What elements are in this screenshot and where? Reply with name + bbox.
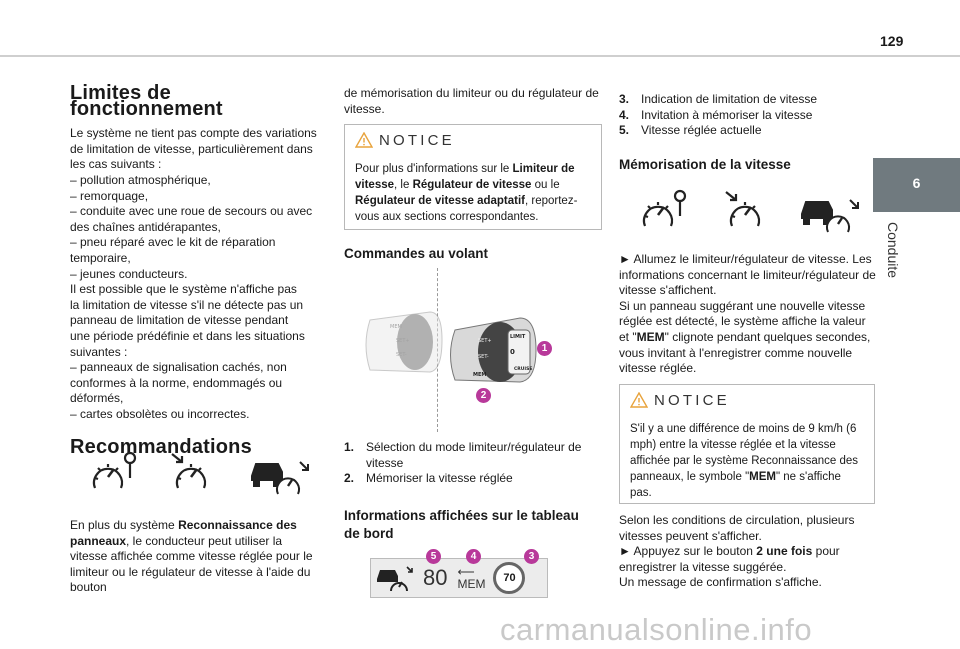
- text-run: " ne s'affiche pas.: [630, 471, 841, 499]
- header-rule: [0, 55, 960, 57]
- recommendations-text: [70, 518, 322, 596]
- label-cruise: CRUISE: [514, 367, 533, 372]
- text-run: " clignote pendant quelques secondes, vous invitant à l'enregistrer comme nouvelle vitesse réglée.: [619, 329, 871, 376]
- chapter-label-box: [879, 222, 909, 292]
- bold-run: Reconnaissance des panneaux: [70, 518, 297, 548]
- commands-steps: [344, 440, 594, 543]
- speedometer-limit-icon: [644, 191, 685, 226]
- instruction-text: Un message de confirmation s'affiche.: [619, 575, 822, 590]
- suggested-speed-text: [619, 513, 877, 591]
- speed-icons-row-2: [640, 186, 860, 238]
- instruction-text: ► Allumez le limiteur/régulateur de vitesse. Les informations concernant le limiteur/régulateur de vitesse s'affichent.: [619, 252, 876, 298]
- warning-icon: [355, 132, 373, 148]
- dashboard-display: [370, 558, 548, 598]
- bold-run: 2 une fois: [756, 544, 813, 559]
- heading-memorisation: Mémorisation de la vitesse: [619, 156, 791, 172]
- heading-dashboard: Informations affichées sur le tableau de bord: [344, 507, 579, 541]
- step-text: Indication de limitation de vitesse: [641, 92, 818, 106]
- steps-list: [619, 92, 877, 139]
- speed-icons-row-1: [88, 448, 313, 500]
- car-speedometer-icon: [375, 561, 415, 595]
- text-line: – cartes obsolètes ou incorrectes.: [70, 406, 250, 421]
- text-run: pour enregistrer la vitesse suggérée.: [619, 544, 840, 574]
- notice-text: [630, 421, 864, 501]
- text-line: temporaire,: [70, 250, 131, 265]
- label-mem: MEM: [473, 372, 487, 378]
- bold-run: Limiteur de vitesse: [355, 163, 575, 191]
- text-line: la limitation de vitesse s'il ne détecte pas un: [70, 297, 304, 312]
- step-number: 4.: [619, 107, 630, 122]
- warning-icon: [630, 392, 648, 408]
- text-run: ou le: [531, 179, 560, 191]
- chapter-tab[interactable]: [873, 158, 960, 212]
- callout-1: 1: [537, 341, 552, 356]
- callout-2: 2: [476, 388, 491, 403]
- bold-run: Régulateur de vitesse: [412, 179, 532, 191]
- step-text: Invitation à mémoriser la vitesse: [641, 107, 813, 122]
- speedometer-arrow-icon: [726, 192, 759, 226]
- steering-stalk-illustration: [360, 300, 560, 412]
- text-line: – pneu réparé avec le kit de réparation: [70, 235, 276, 250]
- current-speed: 80: [423, 565, 448, 590]
- intro-text: de mémorisation du limiteur ou du régulateur de vitesse.: [344, 86, 599, 116]
- list-item: [344, 440, 594, 471]
- step-text: Vitesse réglée actuelle: [641, 123, 762, 138]
- heading-recommendations: Recommandations: [70, 436, 252, 459]
- mem-prompt: [457, 566, 485, 590]
- notice-title: NOTICE: [379, 131, 455, 149]
- page-number: 129: [880, 33, 904, 49]
- chapter-label: Conduite: [885, 222, 901, 279]
- text-line: déformés,: [70, 391, 124, 406]
- step-text: Sélection du mode limiteur/régulateur de vitesse: [366, 440, 582, 470]
- heading-limits: Limites de fonctionnement: [70, 82, 223, 120]
- text-line: panneau de limitation de vitesse pendant: [70, 313, 289, 328]
- mem-label: MEM: [457, 577, 486, 591]
- text-run: S'il y a une différence de moins de 9 km/h (6 mph) entre la vitesse réglée et la vitesse affichée par le système Reconnaissance des panneaux, le symbole ": [630, 423, 859, 483]
- text-line: Il est possible que le système n'affiche pas: [70, 282, 297, 297]
- text-line: suivantes :: [70, 344, 128, 359]
- list-item: [344, 471, 594, 487]
- list-item: [619, 108, 877, 124]
- speedometer-limit-icon: [94, 453, 135, 488]
- notice-box-2: [619, 384, 875, 504]
- label-setminus: SET-: [478, 354, 489, 360]
- text-line: conformes à la norme, endommagés ou: [70, 375, 283, 390]
- label-limit: LIMIT: [510, 334, 526, 340]
- recommendations-paragraph: [70, 518, 322, 596]
- text-run: ► Appuyez sur le bouton: [619, 544, 757, 559]
- chapter-number: 6: [912, 175, 921, 191]
- text-line: – jeunes conducteurs.: [70, 266, 188, 281]
- steps-list: [344, 440, 594, 487]
- limits-text: [70, 126, 320, 422]
- heading-commands: Commandes au volant: [344, 246, 489, 261]
- notice-text: [355, 161, 591, 225]
- step-text: Mémoriser la vitesse réglée: [366, 471, 513, 486]
- list-item: [619, 123, 877, 139]
- text-run: Pour plus d'informations sur le: [355, 163, 513, 175]
- text-run: Si un panneau suggérant une nouvelle vitesse réglée est détecté, le système affiche la valeur et ": [619, 298, 866, 344]
- notice-box-1: [344, 124, 602, 230]
- car-speedometer-icon: [252, 462, 308, 494]
- speed-limit-sign: 70: [493, 562, 525, 594]
- bold-run: MEM: [749, 471, 776, 483]
- speedometer-arrow-icon: [172, 454, 205, 488]
- callout-5: 5: [426, 549, 441, 564]
- step-number: 3.: [619, 92, 630, 106]
- notice-header: [630, 385, 864, 415]
- text-run: , le conducteur peut utiliser la vitesse affichée comme vitesse réglée pour le limiteur ou le régulateur de vitesse à l'aide du bouton: [70, 533, 313, 595]
- bold-run: Régulateur de vitesse adaptatif: [355, 195, 525, 207]
- text-run: , reportez-vous aux sections correspondantes.: [355, 195, 578, 223]
- text-run: En plus du système: [70, 518, 179, 532]
- step-number: 1.: [344, 440, 355, 454]
- instruction-text: Selon les conditions de circulation, plusieurs vitesses peuvent s'afficher.: [619, 513, 855, 543]
- text-line: – conduite avec une roue de secours ou avec: [70, 204, 313, 219]
- watermark: carmanualsonline.info: [500, 612, 813, 647]
- label-setminus-faded: SET-: [396, 352, 407, 358]
- text-line: – panneaux de signalisation cachés, non: [70, 360, 287, 375]
- stalk-main: [451, 318, 537, 382]
- step-number: 2.: [344, 471, 355, 486]
- label-zero: 0: [510, 348, 515, 356]
- memorisation-text: [619, 252, 877, 377]
- text-line: de limitation de vitesse, particulièrement dans: [70, 141, 313, 156]
- text-run: , le: [394, 179, 413, 191]
- text-line: – remorquage,: [70, 188, 149, 203]
- text-line: une période prédéfinie et dans les situations: [70, 328, 305, 343]
- label-setplus: SET+: [478, 338, 492, 344]
- arrow-left-icon: ⟵: [457, 565, 475, 579]
- column-1: [70, 82, 320, 459]
- instruction-text: [619, 299, 877, 377]
- text-line: les cas suivants :: [70, 157, 162, 172]
- notice-header: [355, 125, 591, 155]
- column-2: [344, 86, 602, 117]
- list-item: [619, 92, 877, 108]
- instruction-text: [619, 544, 877, 575]
- callout-3: 3: [524, 549, 539, 564]
- callout-4: 4: [466, 549, 481, 564]
- label-mem-faded: MEM: [390, 324, 402, 330]
- label-setplus-faded: SET+: [396, 338, 410, 344]
- text-line: des chaînes antidérapantes,: [70, 219, 221, 234]
- step-number: 5.: [619, 123, 630, 138]
- column-3: [619, 92, 877, 172]
- bold-run: MEM: [636, 329, 665, 344]
- stalk-left-faded: [366, 312, 442, 372]
- notice-title: NOTICE: [654, 391, 730, 409]
- text-line: – pollution atmosphérique,: [70, 172, 211, 187]
- car-speedometer-icon: [802, 200, 858, 232]
- text-line: Le système ne tient pas compte des variations: [70, 126, 317, 141]
